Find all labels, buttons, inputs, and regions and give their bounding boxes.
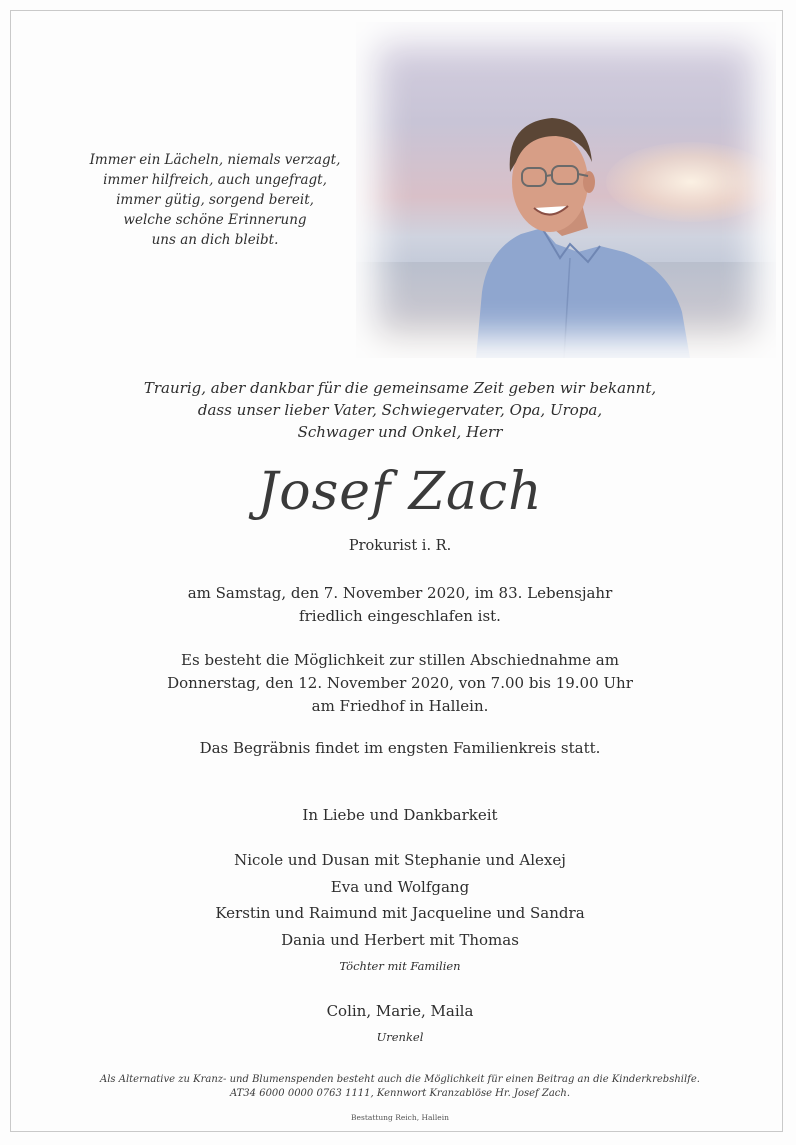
great-grandchildren: Colin, Marie, Maila bbox=[326, 1002, 474, 1020]
poem-line: immer hilfreich, auch ungefragt, bbox=[103, 172, 327, 188]
portrait-photo bbox=[356, 22, 776, 358]
farewell-line: Donnerstag, den 12. November 2020, von 7.00 bis 19.00 Uhr bbox=[167, 674, 633, 692]
death-notice-line: am Samstag, den 7. November 2020, im 83. Lebensjahr bbox=[187, 584, 613, 602]
farewell-line: Es besteht die Möglichkeit zur stillen Abschiednahme am bbox=[181, 651, 619, 669]
farewell-info bbox=[60, 649, 740, 718]
intro-line: dass unser lieber Vater, Schwiegervater, Opa, Uropa, bbox=[197, 401, 603, 419]
poem-line: Immer ein Lächeln, niemals verzagt, bbox=[89, 152, 341, 168]
intro-line: Schwager und Onkel, Herr bbox=[297, 423, 503, 441]
family-line: Kerstin und Raimund mit Jacqueline und Sandra bbox=[215, 904, 585, 922]
family-line: Nicole und Dusan mit Stephanie und Alexej bbox=[234, 851, 566, 869]
donation-line: AT34 6000 0000 0763 1111, Kennwort Kranzablöse Hr. Josef Zach. bbox=[229, 1088, 571, 1099]
death-notice-line: friedlich eingeschlafen ist. bbox=[299, 607, 501, 625]
memorial-poem bbox=[60, 150, 370, 250]
daughters-list bbox=[60, 847, 740, 953]
family-line: Eva und Wolfgang bbox=[330, 877, 470, 896]
poem-line: immer gütig, sorgend bereit, bbox=[116, 192, 314, 208]
poem-line: welche schöne Erinnerung bbox=[123, 212, 307, 228]
photo-vignette bbox=[356, 22, 776, 358]
deceased-title: Prokurist i. R. bbox=[348, 538, 452, 554]
great-grandchildren-label: Urenkel bbox=[376, 1030, 424, 1044]
family-line: Dania und Herbert mit Thomas bbox=[281, 930, 519, 949]
intro-line: Traurig, aber dankbar für die gemeinsame Zeit geben wir bekannt, bbox=[143, 379, 657, 397]
death-notice bbox=[60, 582, 740, 628]
intro-text bbox=[60, 377, 740, 443]
donation-note bbox=[60, 1073, 740, 1101]
closing-line: In Liebe und Dankbarkeit bbox=[302, 806, 498, 824]
deceased-name: Josef Zach bbox=[257, 462, 543, 522]
funeral-info: Das Begräbnis findet im engsten Familienkreis statt. bbox=[199, 739, 601, 757]
poem-line: uns an dich bleibt. bbox=[151, 232, 279, 248]
daughters-label: Töchter mit Familien bbox=[339, 959, 461, 973]
undertaker-credit: Bestattung Reich, Hallein bbox=[351, 1113, 449, 1122]
donation-line: Als Alternative zu Kranz- und Blumenspenden besteht auch die Möglichkeit für einen Beitrag an die Kinderkrebshilfe. bbox=[100, 1074, 700, 1085]
farewell-line: am Friedhof in Hallein. bbox=[311, 697, 489, 715]
